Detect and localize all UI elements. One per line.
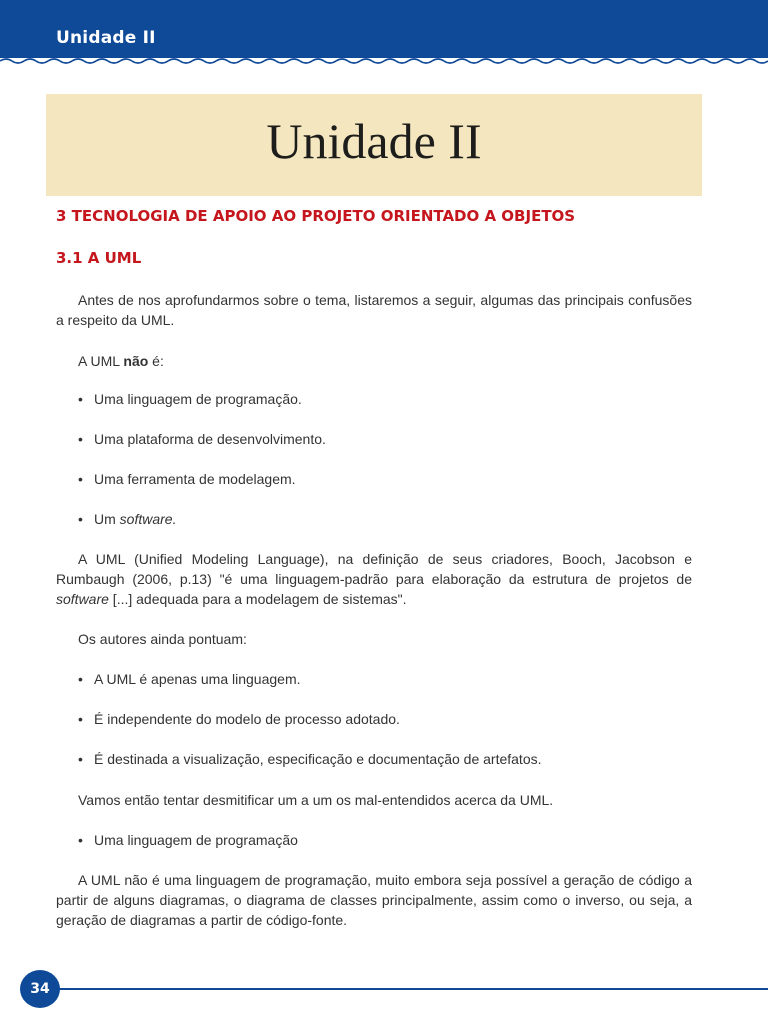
list-item: • Uma ferramenta de modelagem. [78,471,296,487]
paragraph-not-programming-language: A UML não é uma linguagem de programação, muito embora seja possível a geração de código a partir de alguns diagramas, o diagrama de classes principalmente, assim como o inverso, ou seja, a geração de diagramas a partir de código-fonte. [56,872,692,928]
list-item-italic-text: software. [119,511,177,527]
list-item: • A UML é apenas uma linguagem. [78,671,301,687]
paragraph-uml-definition-part1: A UML (Unified Modeling Language), na definição de seus criadores, Booch, Jacobson e Rumbaugh (2006, p.13) "é uma linguagem-padrão para elaboração da estrutura de projetos de [56,551,692,587]
list-item: • É independente do modelo de processo adotado. [78,711,400,727]
list-item-text: É destinada a visualização, especificação e documentação de artefatos. [94,751,542,767]
header-wave-border [0,50,768,66]
paragraph-demystify: Vamos então tentar desmitificar um a um os mal-entendidos acerca da UML. [78,792,554,808]
paragraph-uml-is-not-suffix: é: [148,353,164,369]
unit-title-box [46,94,702,196]
list-item-text: É independente do modelo de processo adotado. [94,711,400,727]
list-item: • Uma plataforma de desenvolvimento. [78,431,326,447]
list-item-text: A UML é apenas uma linguagem. [94,671,301,687]
paragraph-uml-definition-italic: software [56,591,109,607]
list-item-text: Uma linguagem de programação [94,832,298,848]
paragraph-intro: Antes de nos aprofundarmos sobre o tema, listaremos a seguir, algumas das principais confusões a respeito da UML. [56,292,692,328]
subsection-heading: 3.1 A UML [56,249,142,267]
footer-rule [48,988,768,990]
paragraph-authors: Os autores ainda pontuam: [78,631,247,647]
section-heading: 3 TECNOLOGIA DE APOIO AO PROJETO ORIENTADO A OBJETOS [56,207,576,225]
paragraph-uml-is-not-prefix: A UML [78,353,124,369]
list-item: • Uma linguagem de programação [78,832,298,848]
paragraph-uml-is-not [56,351,692,371]
list-item: • Uma linguagem de programação. [78,391,302,407]
unit-title: Unidade II [266,113,482,169]
list-item-text: Uma ferramenta de modelagem. [94,471,296,487]
page-number-badge: 34 [20,970,60,1008]
paragraph-uml-is-not-bold: não [123,353,149,369]
list-item: • Um software. [78,511,177,527]
list-item-text: Uma plataforma de desenvolvimento. [94,431,326,447]
list-item-text: Um [94,511,120,527]
running-header-title: Unidade II [56,28,156,48]
list-item-text: Uma linguagem de programação. [94,391,302,407]
paragraph-uml-definition [56,549,692,609]
list-item: • É destinada a visualização, especificação e documentação de artefatos. [78,751,542,767]
paragraph-uml-definition-part2: [...] adequada para a modelagem de sistemas". [108,591,407,607]
